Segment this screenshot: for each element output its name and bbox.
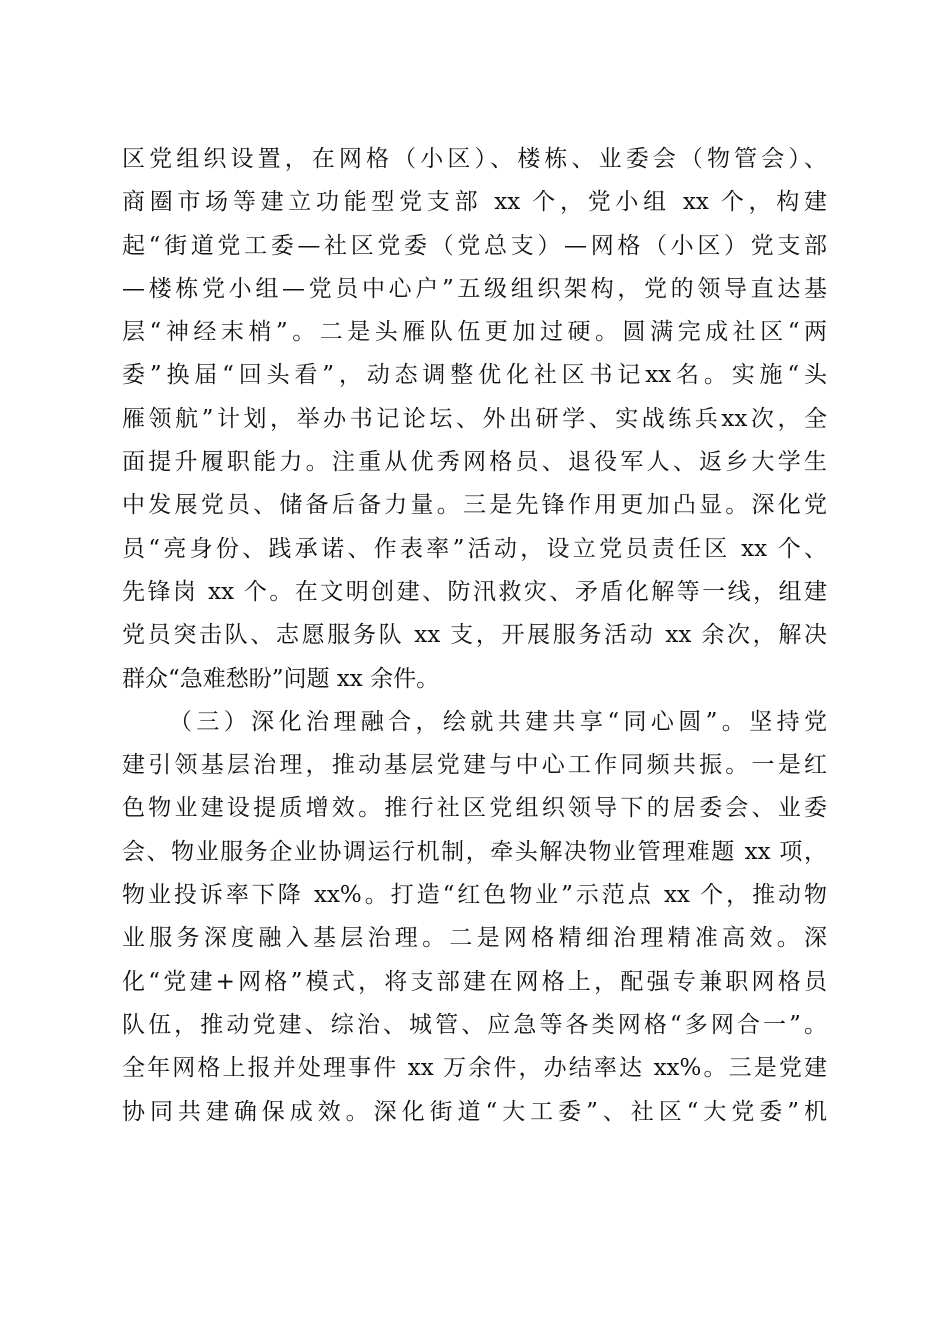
text-line: 业服务深度融入基层治理。二是网格精细治理精准高效。深 [122,925,827,952]
text-line: 群众“急难愁盼”问题 xx 余件。 [122,665,440,692]
text-line: 党员突击队、志愿服务队 xx 支，开展服务活动 xx 余次，解决 [122,622,827,649]
text-line: 层“神经末梢”。二是头雁队伍更加过硬。圆满完成社区“两 [122,319,827,346]
text-line: 委”换届“回头看”，动态调整优化社区书记xx名。实施“头 [122,362,827,389]
body-text [122,138,827,1134]
text-line: 雁领航”计划，举办书记论坛、外出研学、实战练兵xx次，全 [122,405,827,432]
text-line: 全年网格上报并处理事件 xx 万余件，办结率达 xx%。三是党建 [122,1055,827,1082]
text-line: 建引领基层治理，推动基层党建与中心工作同频共振。一是红 [122,752,827,779]
text-line: 员“亮身份、践承诺、作表率”活动，设立党员责任区 xx 个、 [122,535,827,562]
text-line: 中发展党员、储备后备力量。三是先锋作用更加凸显。深化党 [122,492,827,519]
text-line: 物业投诉率下降 xx%。打造“红色物业”示范点 xx 个，推动物 [122,882,827,909]
text-line: 色物业建设提质增效。推行社区党组织领导下的居委会、业委 [122,795,827,822]
section-heading-line: （三）深化治理融合，绘就共建共享“同心圆”。坚持党 [169,708,827,735]
text-line: 区党组织设置，在网格（小区）、楼栋、业委会（物管会）、 [122,146,827,172]
text-line: 起“街道党工委—社区党委（党总支）—网格（小区）党支部 [122,232,827,259]
text-line: 会、物业服务企业协调运行机制，牵头解决物业管理难题 xx 项， [122,838,827,865]
text-line: 面提升履职能力。注重从优秀网格员、退役军人、返乡大学生 [122,449,827,476]
text-line: 商圈市场等建立功能型党支部 xx 个，党小组 xx 个，构建 [122,189,827,216]
text-line: 先锋岗 xx 个。在文明创建、防汛救灾、矛盾化解等一线，组建 [122,578,827,605]
text-line: —楼栋党小组—党员中心户”五级组织架构，党的领导直达基 [122,275,827,302]
text-line: 化“党建+网格”模式，将支部建在网格上，配强专兼职网格员 [122,968,827,995]
text-line: 协同共建确保成效。深化街道“大工委”、社区“大党委”机 [122,1098,827,1125]
text-line: 队伍，推动党建、综治、城管、应急等各类网格“多网合一”。 [122,1011,827,1038]
